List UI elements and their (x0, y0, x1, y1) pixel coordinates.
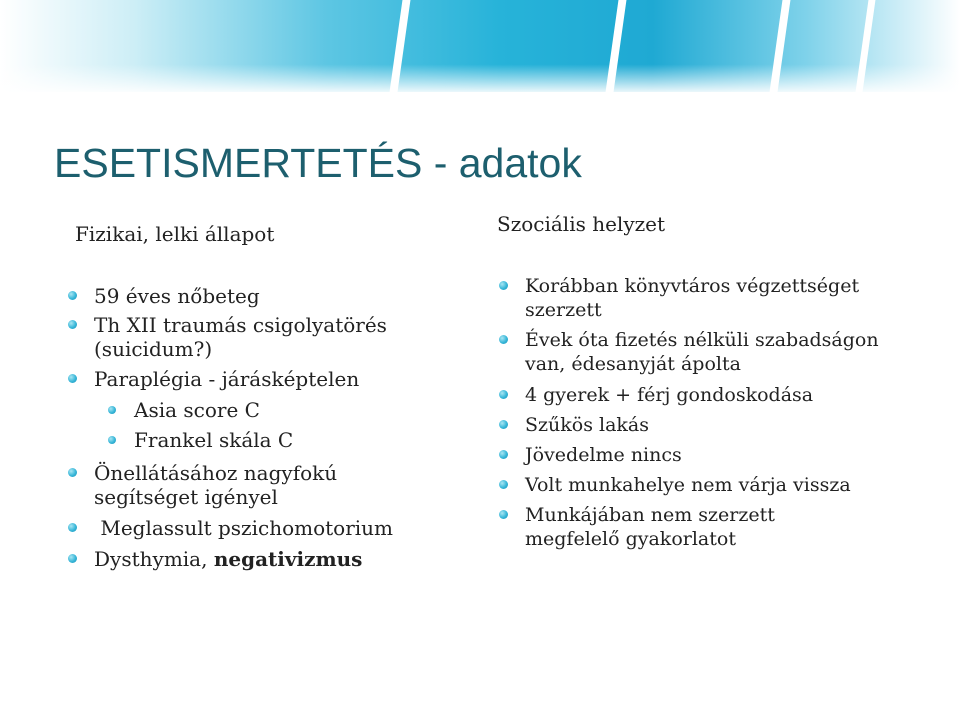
list-item-text: Évek óta fizetés nélküli szabadságon van, édesanyját ápolta (525, 329, 879, 375)
list-item-text: Munkájában nem szerzett megfelelő gyakorlatot (525, 504, 775, 550)
right-column-heading: Szociális helyzet (497, 212, 666, 236)
list-item (66, 284, 486, 308)
bullet-icon (68, 468, 77, 477)
list-item (66, 461, 424, 509)
list-item (497, 383, 947, 407)
bullet-icon (68, 374, 77, 383)
banner-fade (0, 0, 960, 92)
emphasis-text: negativizmus (213, 547, 363, 571)
bullet-icon (68, 554, 77, 563)
header-banner (0, 0, 960, 92)
list-item (66, 367, 486, 391)
bullet-icon (499, 390, 508, 399)
list-item-text: Th XII traumás csigolyatörés (suicidum?) (94, 313, 387, 361)
list-item-text: Korábban könyvtáros végzettséget szerzett (525, 275, 860, 321)
list-item-text: Jövedelme nincs (525, 444, 682, 466)
list-item-text: 59 éves nőbeteg (94, 284, 260, 308)
list-item (497, 503, 855, 551)
bullet-icon (68, 320, 77, 329)
bullet-icon (499, 335, 508, 344)
list-item-text: Önellátásához nagyfokú segítséget igényel (94, 461, 338, 509)
list-item (497, 328, 885, 376)
bullet-icon (108, 406, 116, 414)
list-item (66, 547, 486, 571)
list-item (497, 473, 947, 497)
list-item-text: Frankel skála C (134, 428, 294, 452)
bullet-icon (108, 436, 116, 444)
list-item-text: 4 gyerek + férj gondoskodása (525, 384, 814, 406)
list-item-text: Meglassult pszichomotorium (94, 516, 394, 540)
list-item-text: Dysthymia, (94, 547, 214, 571)
list-item (66, 516, 486, 540)
bullet-icon (68, 291, 77, 300)
bullet-icon (68, 523, 77, 532)
list-item-text: Szűkös lakás (525, 414, 650, 436)
left-column-heading: Fizikai, lelki állapot (75, 222, 275, 246)
list-item (497, 274, 925, 322)
list-subitem (66, 428, 486, 452)
slide-title: ESETISMERTETÉS - adatok (54, 140, 582, 186)
bullet-icon (499, 480, 508, 489)
left-column-list (66, 284, 486, 571)
list-subitem (66, 398, 486, 422)
list-item-text: Paraplégia - járásképtelen (94, 367, 360, 391)
list-item (66, 313, 486, 361)
bullet-icon (499, 450, 508, 459)
right-column-list (497, 274, 947, 551)
list-item-text: Volt munkahelye nem várja vissza (525, 474, 851, 496)
list-item (497, 413, 947, 437)
bullet-icon (499, 281, 508, 290)
list-item-text: Asia score C (134, 398, 260, 422)
bullet-icon (499, 420, 508, 429)
list-item (497, 443, 947, 467)
bullet-icon (499, 510, 508, 519)
